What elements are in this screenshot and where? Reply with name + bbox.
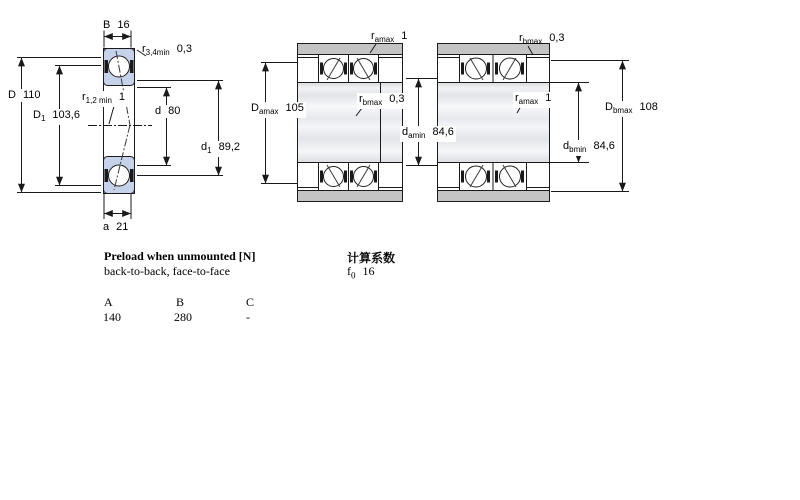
dim-label-a: a 21 <box>103 221 129 233</box>
preload-title: Preload when unmounted [N] <box>104 249 256 263</box>
dim-label-Dbmax: $D_{bmax}$ 108 <box>605 101 658 116</box>
bearing-pair-top <box>319 55 379 83</box>
preload-value-B: 280 <box>174 310 192 324</box>
dim-label-dbmin: $d_{bmin}$ 84,6 <box>563 140 615 155</box>
preload-col-A: A <box>104 295 113 309</box>
preload-value-C: - <box>246 310 250 324</box>
dim-label-ramax-middle: $r_{amax}$ 1 <box>371 30 408 45</box>
bearing-pair-top <box>460 55 527 83</box>
dim-label-D: D 110 <box>8 89 41 101</box>
dim-label-damin: $d_{amin}$ 84,6 <box>402 126 454 141</box>
preload-value-A: 140 <box>103 310 121 324</box>
housing-bottom <box>438 191 550 202</box>
preload-col-B: B <box>176 295 185 309</box>
dim-label-D1: $D_1$ 103,6 <box>33 109 80 124</box>
back-to-back-figure <box>261 44 437 202</box>
dim-label-r34: $r_{3,4min}$ 0,3 <box>142 43 192 58</box>
left-bearing-figure <box>88 49 152 194</box>
preload-subtitle: back-to-back, face-to-face <box>104 264 230 278</box>
dim-label-d: d 80 <box>155 105 181 117</box>
dim-label-r12: $r_{1,2 min}$ 1 <box>82 91 126 106</box>
dim-label-ramax-right: $r_{amax}$ 1 <box>515 92 552 107</box>
dim-label-d1: $d_1$ 89,2 <box>201 141 240 156</box>
bearing-pair-bottom <box>319 163 379 191</box>
calc-f0-label: $f_0$ 16 <box>347 264 375 281</box>
housing-bottom <box>298 191 403 202</box>
bearing-pair-bottom <box>460 163 527 191</box>
calc-factors-title: 计算系数 <box>347 251 396 265</box>
dim-label-rbmax-middle: $r_{bmax}$ 0,3 <box>359 93 405 108</box>
dim-label-B: B 16 <box>103 19 130 31</box>
dim-label-Damax: $D_{amax}$ 105 <box>251 102 304 117</box>
face-to-face-figure <box>438 44 630 202</box>
preload-col-C: C <box>246 295 255 309</box>
dim-label-rbmax-right: $r_{bmax}$ 0,3 <box>519 32 565 47</box>
